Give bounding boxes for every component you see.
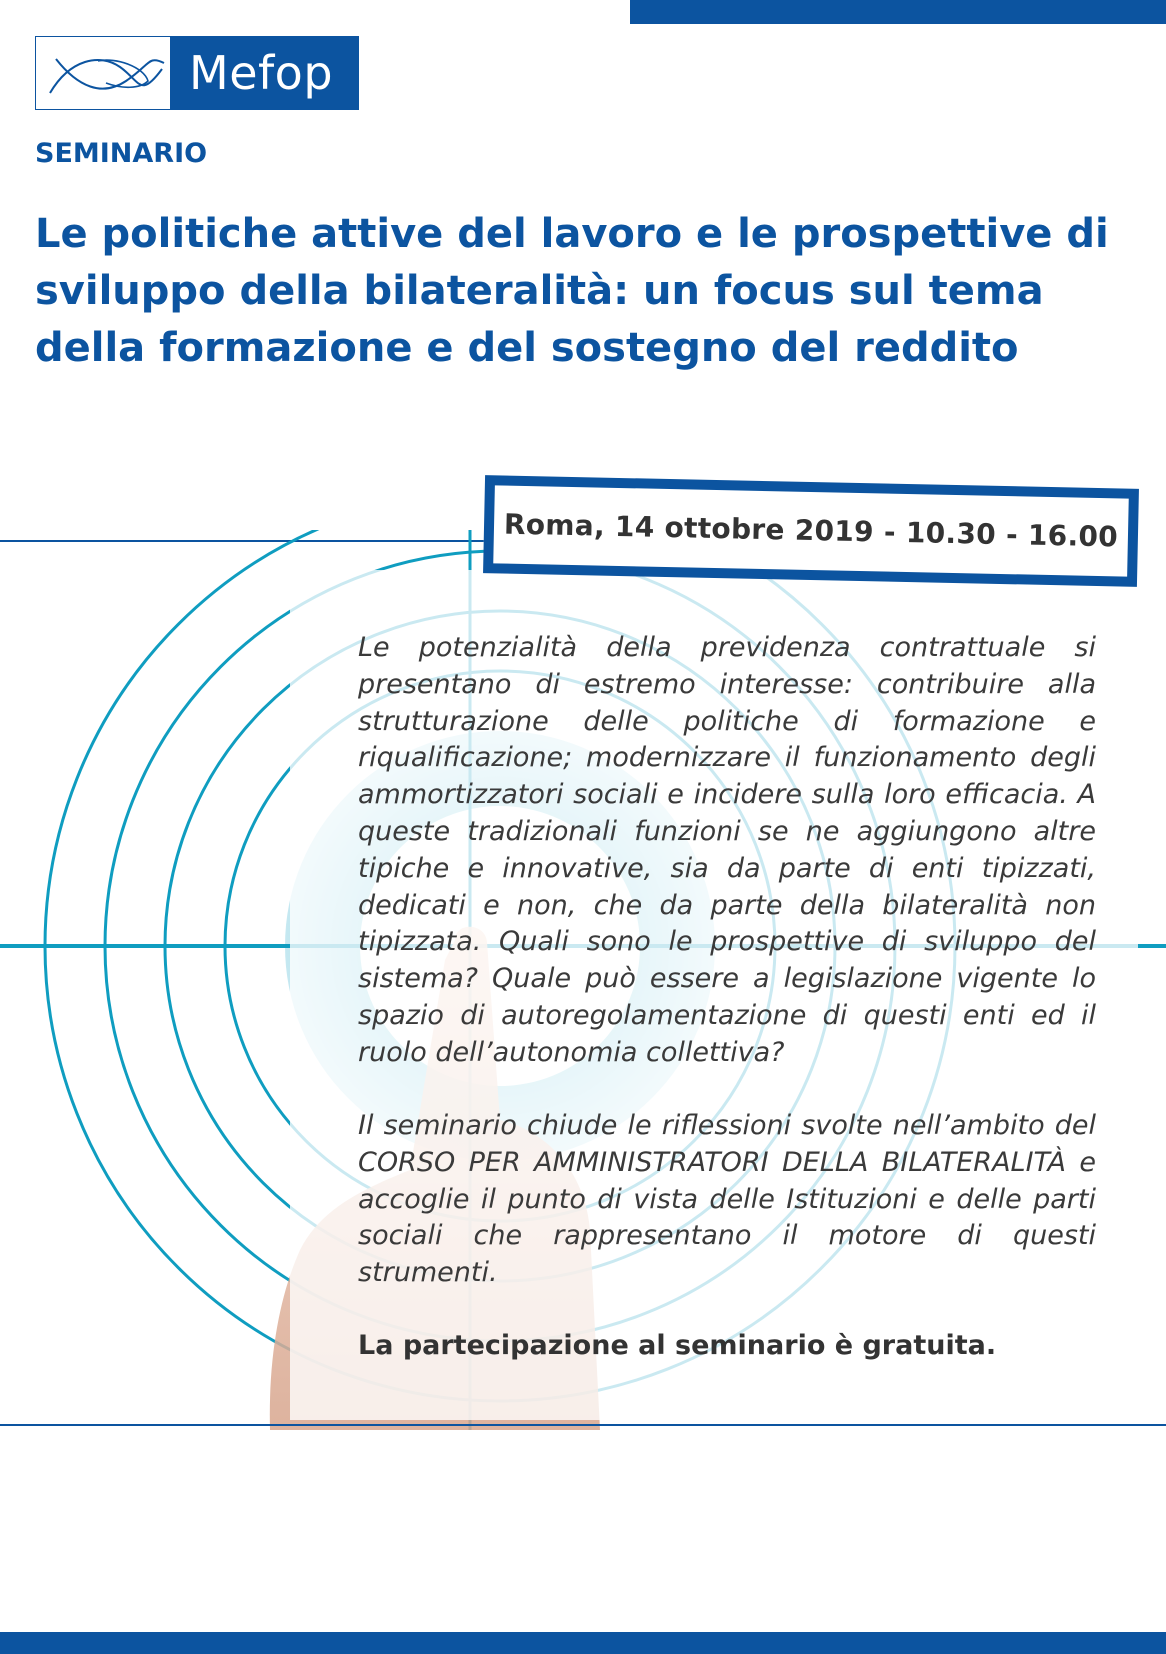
event-date-time: Roma, 14 ottobre 2019 - 10.30 - 16.00 — [503, 507, 1119, 554]
free-participation-note: La partecipazione al seminario è gratuita. — [358, 1330, 997, 1361]
mefop-logo-icon — [35, 36, 171, 110]
divider-line-bottom — [0, 1424, 1166, 1426]
description-paragraph-2: Il seminario chiude le riflessioni svolte nell’ambito del CORSO PER AMMINISTRATORI DELLA BILATERALITÀ e accoglie il punto di vista delle Istituzioni e delle parti sociali che rappresentano il motore di questi strumenti. — [358, 1110, 1096, 1289]
seminar-title: Le politiche attive del lavoro e le prospettive di sviluppo della bilateralità: un focus sul tema della formazione e del sostegno del reddito — [35, 211, 1109, 371]
mefop-wordmark: Mefop — [171, 36, 359, 110]
bottom-accent-bar — [0, 1632, 1166, 1654]
event-type-label: SEMINARIO — [35, 138, 208, 169]
description-paragraph-1: Le potenzialità della previdenza contrattuale si presentano di estremo interesse: contribuire alla strutturazione delle politiche di formazione e riqualificazione; modernizzare il funzionamento degli ammortizzatori sociali e incidere sulla loro efficacia. A queste tradizionali funzioni se ne aggiungono altre tipiche e innovative, sia da parte di enti tipizzati, dedicati e non, che da parte della bilateralità non tipizzata. Quali sono le prospettive di sviluppo del sistema? Quale può essere a legislazione vigente lo spazio di autoregolamentazione di questi enti ed il ruolo dell’autonomia collettiva? — [358, 632, 1096, 1068]
mefop-logo — [35, 36, 359, 110]
top-accent-bar — [630, 0, 1166, 24]
date-box — [483, 475, 1139, 587]
